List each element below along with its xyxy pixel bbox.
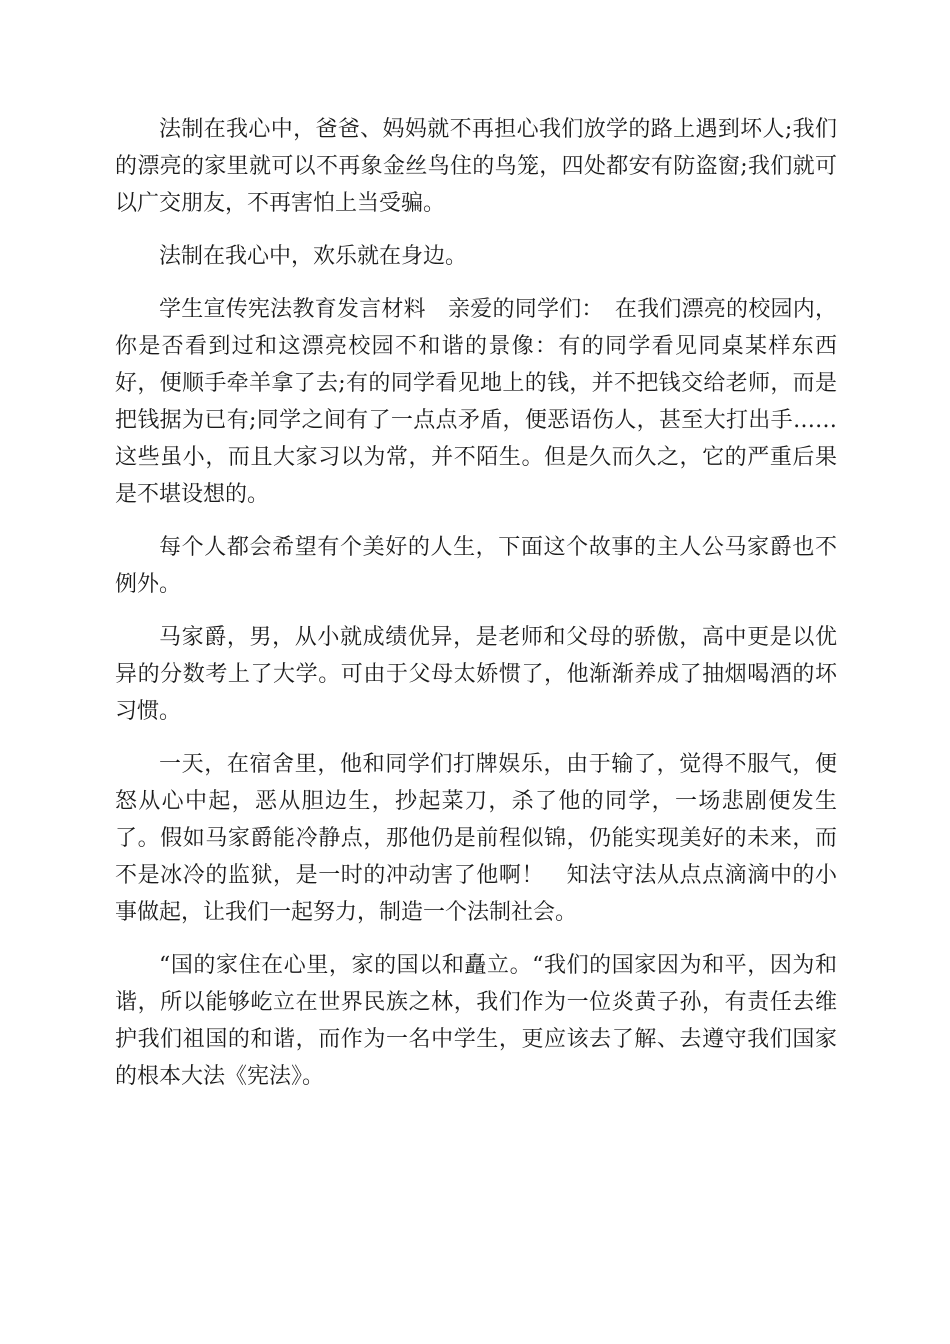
paragraph: 每个人都会希望有个美好的人生，下面这个故事的主人公马家爵也不例外。	[115, 535, 837, 597]
paragraph: 法制在我心中，欢乐就在身边。	[159, 244, 468, 269]
paragraph: 学生宣传宪法教育发言材料 亲爱的同学们： 在我们漂亮的校园内，你是否看到过和这漂亮校园不和谐的景像：有的同学看见同桌某样东西好，便顺手牵羊拿了去;有的同学看见地上的钱，并不把钱交给老师，而是把钱据为已有;同学之间有了一点点矛盾，便恶语伤人，甚至大打出手……这些虽小，而且大家习以为常，并不陌生。但是久而久之，它的严重后果是不堪设想的。	[115, 297, 837, 507]
paragraph: 法制在我心中，爸爸、妈妈就不再担心我们放学的路上遇到坏人;我们的漂亮的家里就可以不再象金丝鸟住的鸟笼，四处都安有防盗窗;我们就可以广交朋友，不再害怕上当受骗。	[115, 117, 837, 216]
paragraph: 马家爵，男，从小就成绩优异，是老师和父母的骄傲，高中更是以优异的分数考上了大学。可由于父母太娇惯了，他渐渐养成了抽烟喝酒的坏习惯。	[115, 625, 837, 724]
paragraph: “国的家住在心里，家的国以和矗立。“我们的国家因为和平，因为和谐，所以能够屹立在世界民族之林，我们作为一位炎黄子孙，有责任去维护我们祖国的和谐，而作为一名中学生，更应该去了解、去遵守我们国家的根本大法《宪法》。	[115, 953, 837, 1089]
document-body	[115, 111, 837, 1111]
paragraph: 一天，在宿舍里，他和同学们打牌娱乐，由于输了，觉得不服气，便怒从心中起，恶从胆边生，抄起菜刀，杀了他的同学，一场悲剧便发生了。假如马家爵能冷静点，那他仍是前程似锦，仍能实现美好的未来，而不是冰冷的监狱，是一时的冲动害了他啊！ 知法守法从点点滴滴中的小事做起，让我们一起努力，制造一个法制社会。	[115, 752, 837, 925]
